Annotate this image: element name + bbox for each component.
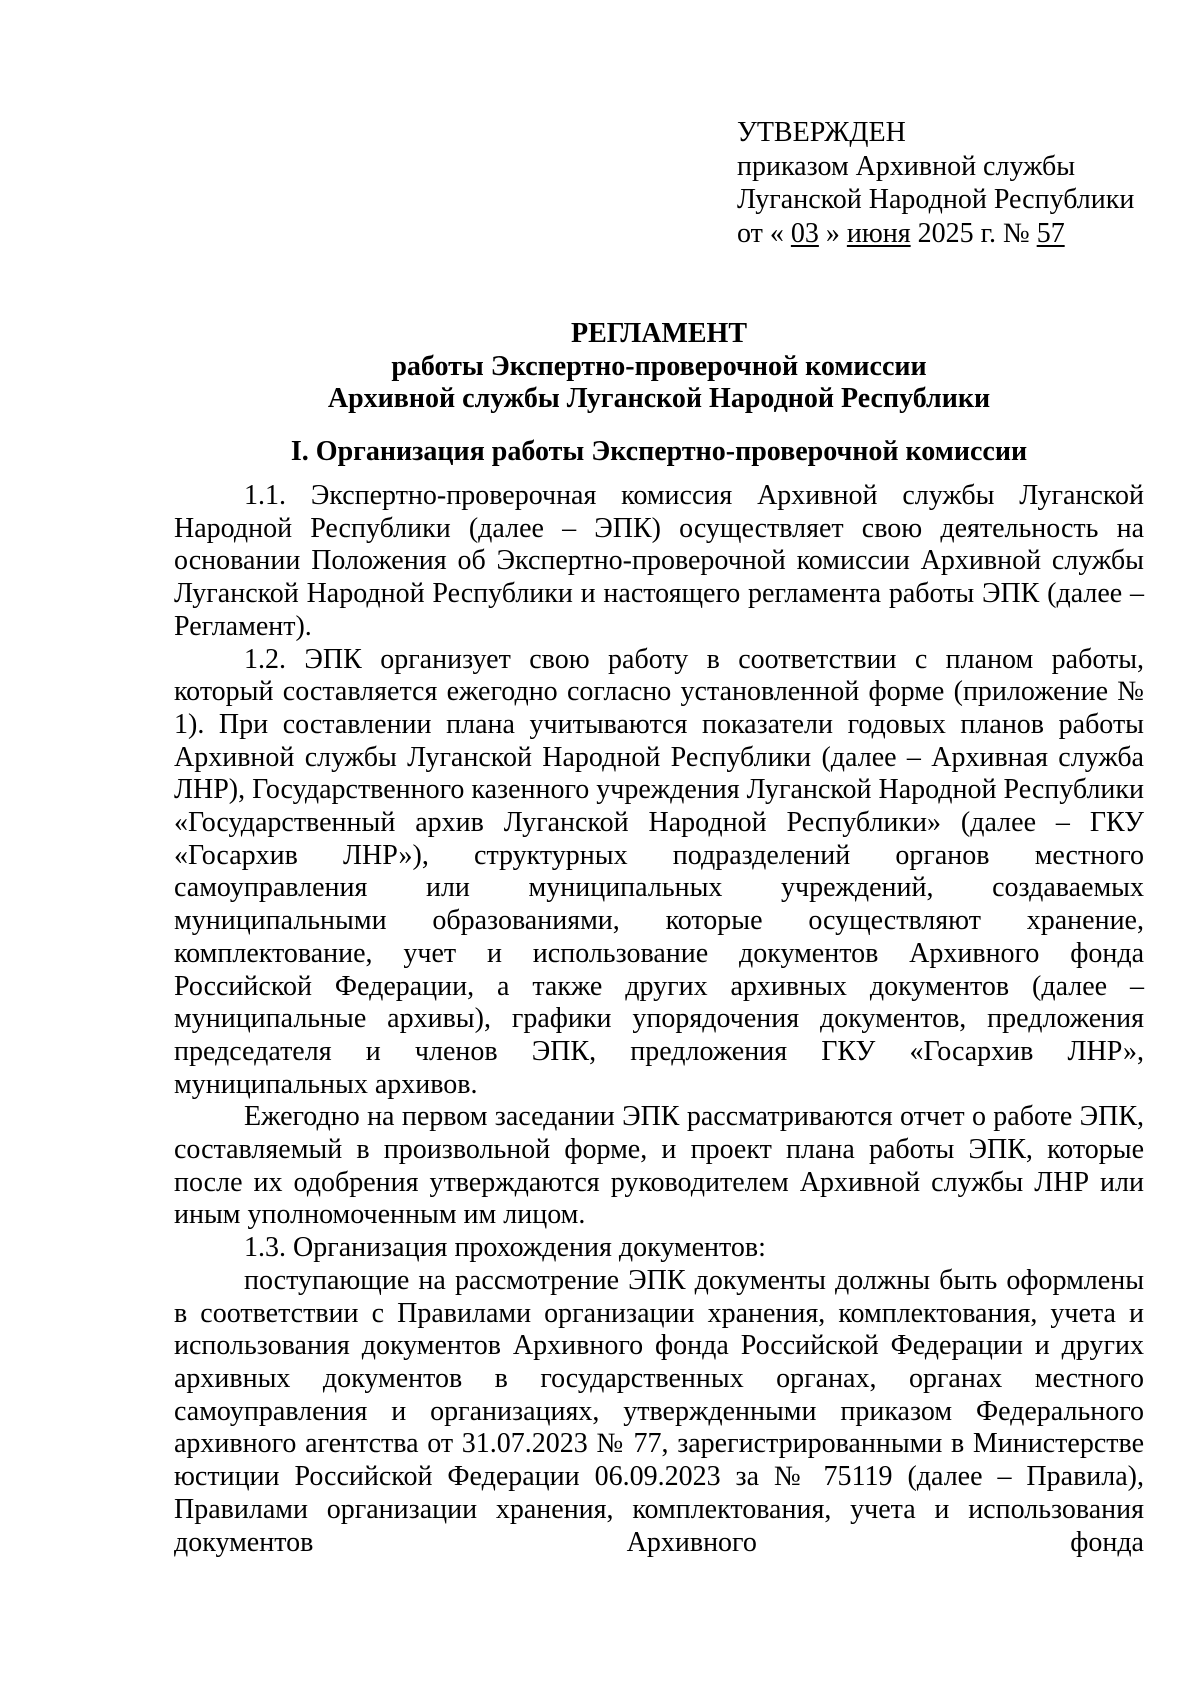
section-body (174, 480, 1144, 1559)
paragraph-incoming-documents: поступающие на рассмотрение ЭПК документы должны быть оформлены в соответствии с Правилами организации хранения, комплектования, учета и использования документов Архивного фонда Российской Федерации и других архивных документов в государственных органах, органах местного самоуправления и организациях, утвержденными приказом Федерального архивного агентства от 31.07.2023 № 77, зарегистрированными в Министерстве юстиции Российской Федерации 06.09.2023 за № 75119 (далее – Правила), Правилами организации хранения, комплектования, учета и использования документов Архивного фонда (174, 1264, 1144, 1558)
approval-order-line: приказом Архивной службы (737, 150, 1076, 182)
approval-authority-line: Луганской Народной Республики (737, 184, 1135, 215)
paragraph-1-3: 1.3. Организация прохождения документов: (244, 1232, 766, 1264)
document-subtitle-line1: работы Экспертно-проверочной комиссии (391, 350, 927, 382)
approval-date-line (737, 217, 1167, 251)
date-day: 03 (790, 217, 819, 249)
order-number: 57 (1036, 217, 1065, 249)
section-heading: I. Организация работы Экспертно-проверочной комиссии (290, 436, 1028, 467)
document-title: РЕГЛАМЕНТ (570, 318, 747, 349)
date-mid: » (825, 217, 840, 249)
paragraph-annual-report: Ежегодно на первом заседании ЭПК рассматриваются отчет о работе ЭПК, составляемый в произвольной форме, и проект плана работы ЭПК, которые после их одобрения утверждаются руководителем Архивной службы ЛНР или иным уполномоченным им лицом. (174, 1101, 1144, 1231)
date-year: 2025 г. № (917, 217, 1030, 249)
date-prefix: от « (737, 217, 784, 249)
approval-status: УТВЕРЖДЕН (737, 117, 906, 148)
approval-block (737, 116, 1167, 250)
document-subtitle-line2: Архивной службы Луганской Народной Республики (327, 383, 991, 414)
paragraph-1-2: 1.2. ЭПК организует свою работу в соответствии с планом работы, который составляется ежегодно согласно установленной форме (приложение № 1). При составлении плана учитываются показатели годовых планов работы Архивной службы Луганской Народной Республики (далее – Архивная служба ЛНР), Государственного казенного учреждения Луганской Народной Республики «Государственный архив Луганской Народной Республики» (далее – ГКУ «Госархив ЛНР»), структурных подразделений органов местного самоуправления или муниципальных учреждений, создаваемых муниципальными образованиями, которые осуществляют хранение, комплектование, учет и использование документов Архивного фонда Российской Федерации, а также других архивных документов (далее – муниципальные архивы), графики упорядочения документов, предложения председателя и членов ЭПК, предложения ГКУ «Госархив ЛНР», муниципальных архивов. (174, 643, 1144, 1100)
date-month: июня (846, 217, 911, 249)
paragraph-1-1: 1.1. Экспертно-проверочная комиссия Архивной службы Луганской Народной Республики (далее – ЭПК) осуществляет свою деятельность на основании Положения об Экспертно-проверочной комиссии Архивной службы Луганской Народной Республики и настоящего регламента работы ЭПК (далее – Регламент). (174, 480, 1144, 642)
document-title-block (174, 318, 1144, 416)
